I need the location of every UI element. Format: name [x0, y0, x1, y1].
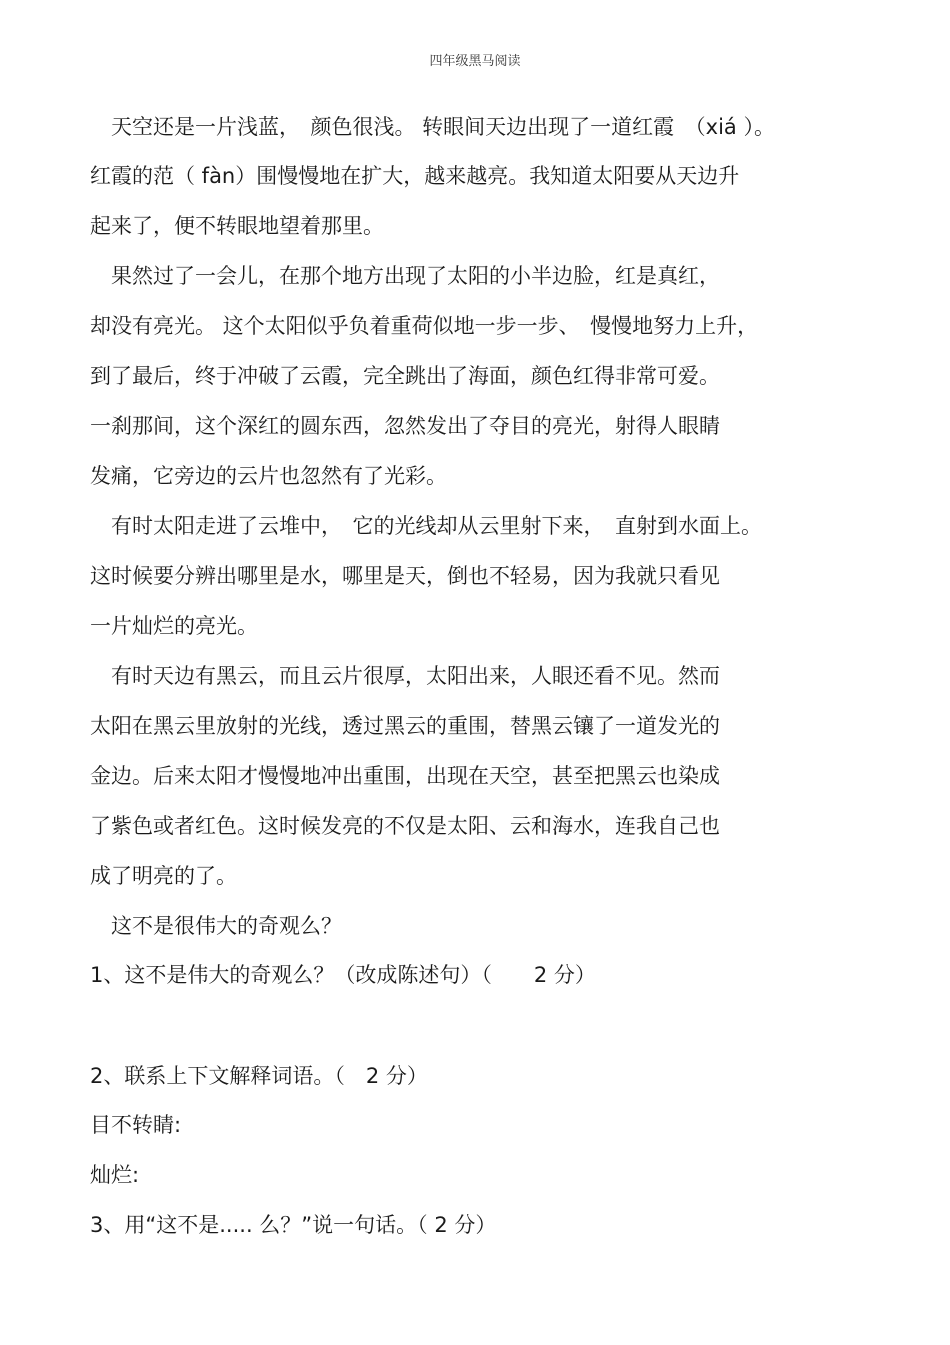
term-label-canlan: 灿烂: — [90, 1163, 140, 1187]
question-1: 1、这不是伟大的奇观么？（改成陈述句）（ 2 分） — [90, 963, 596, 987]
passage-line: 一刹那间，这个深红的圆东西，忽然发出了夺目的亮光，射得人眼睛 — [90, 414, 720, 438]
passage-line: 这时候要分辨出哪里是水，哪里是天，倒也不轻易，因为我就只看见 — [90, 564, 720, 588]
passage-line: 天空还是一片浅蓝， 颜色很浅。 转眼间天边出现了一道红霞 （xiá ）。 — [90, 115, 775, 139]
passage-line: 发痛，它旁边的云片也忽然有了光彩。 — [90, 464, 447, 488]
passage-line: 成了明亮的了。 — [90, 864, 237, 888]
passage-line: 太阳在黑云里放射的光线，透过黑云的重围，替黑云镶了一道发光的 — [90, 714, 720, 738]
passage-line: 有时天边有黑云，而且云片很厚，太阳出来，人眼还看不见。然而 — [90, 664, 720, 688]
passage-line: 一片灿烂的亮光。 — [90, 614, 258, 638]
passage-line: 有时太阳走进了云堆中， 它的光线却从云里射下来， 直射到水面上。 — [90, 514, 762, 538]
passage-line: 这不是很伟大的奇观么？ — [90, 914, 342, 938]
passage-line: 起来了，便不转眼地望着那里。 — [90, 214, 384, 238]
question-2: 2、联系上下文解释词语。（ 2 分） — [90, 1064, 428, 1088]
passage-line: 金边。后来太阳才慢慢地冲出重围，出现在天空，甚至把黑云也染成 — [90, 764, 720, 788]
passage-line: 果然过了一会儿，在那个地方出现了太阳的小半边脸，红是真红， — [90, 264, 720, 288]
page-header: 四年级黑马阅读 — [429, 54, 521, 69]
passage-line: 却没有亮光。 这个太阳似乎负着重荷似地一步一步、 慢慢地努力上升， — [90, 314, 759, 338]
passage-line: 红霞的范（ fàn）围慢慢地在扩大，越来越亮。我知道太阳要从天边升 — [90, 164, 740, 188]
passage-line: 了紫色或者红色。这时候发亮的不仅是太阳、云和海水，连我自己也 — [90, 814, 720, 838]
question-3: 3、用“这不是..... 么？”说一句话。（ 2 分） — [90, 1213, 497, 1237]
term-label-mubuzhuanjing: 目不转睛: — [90, 1113, 182, 1137]
passage-line: 到了最后，终于冲破了云霞，完全跳出了海面，颜色红得非常可爱。 — [90, 364, 720, 388]
